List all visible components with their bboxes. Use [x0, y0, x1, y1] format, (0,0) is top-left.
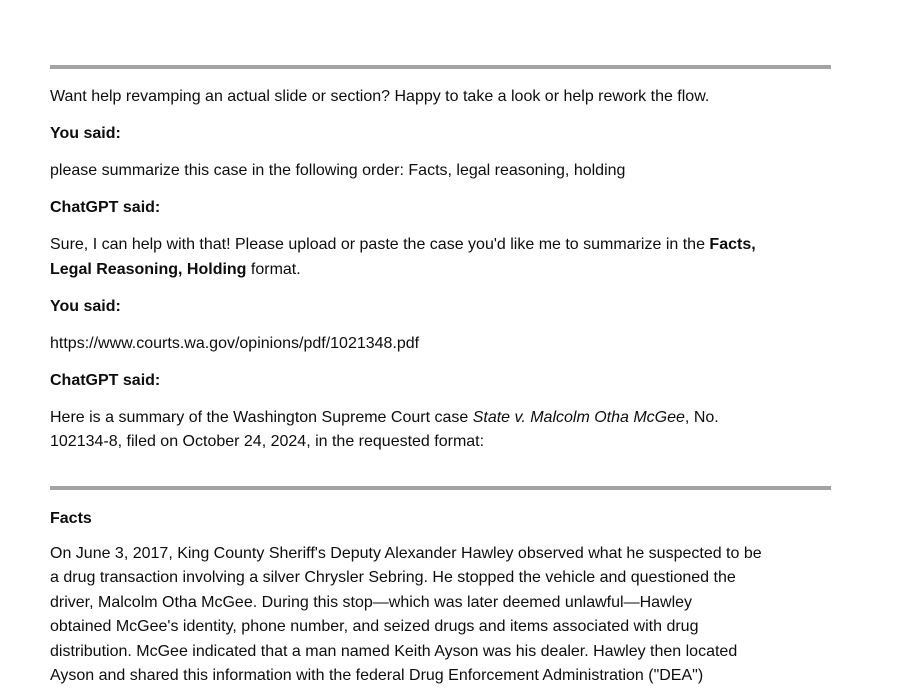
text-segment: Here is a summary of the Washington Supreme Court case: [50, 408, 473, 426]
text-segment: distribution. McGee indicated that a man named Keith Ayson was his dealer. Hawley then located: [50, 642, 738, 660]
text-segment: format.: [246, 260, 301, 278]
text-segment: , No.: [684, 408, 719, 426]
text-line: [50, 640, 831, 665]
assistant-closing-line: Want help revamping an actual slide or section? Happy to take a look or help rework the flow.: [50, 88, 710, 105]
user-link-message: https://www.courts.wa.gov/opinions/pdf/1021348.pdf: [50, 334, 420, 352]
facts-paragraph: [50, 542, 831, 689]
section-divider-facts: [50, 486, 831, 490]
text-line: [50, 430, 831, 455]
text-line: [50, 615, 831, 640]
text-line: [50, 233, 831, 258]
chatgpt-said-label-1: ChatGPT said:: [50, 199, 161, 216]
text-segment: 102134-8, filed on October 24, 2024, in the requested format:: [50, 433, 485, 450]
text-line: [50, 542, 831, 567]
section-divider-top: [50, 65, 831, 69]
assistant-summary-intro: [50, 406, 831, 455]
user-request-message: please summarize this case in the following order: Facts, legal reasoning, holding: [50, 162, 626, 179]
text-segment: Ayson and shared this information with the federal Drug Enforcement Administration ("DEA"): [50, 667, 704, 684]
text-line: [50, 664, 831, 689]
chatgpt-said-label-2: ChatGPT said:: [50, 371, 161, 389]
text-line: [50, 406, 831, 431]
you-said-label-1: You said:: [50, 125, 121, 142]
text-segment: driver, Malcolm Otha McGee. During this stop—which was later deemed unlawful—Hawley: [50, 593, 693, 611]
you-said-label-2: You said:: [50, 297, 121, 315]
text-segment: obtained McGee's identity, phone number, and seized drugs and items associated with drug: [50, 618, 699, 635]
assistant-ack-message: [50, 233, 831, 282]
text-segment: a drug transaction involving a silver Chrysler Sebring. He stopped the vehicle and questioned the: [50, 569, 736, 586]
text-segment: Legal Reasoning, Holding: [50, 260, 247, 278]
facts-heading: Facts: [50, 510, 92, 527]
chat-transcript: [50, 0, 831, 689]
text-line: [50, 591, 831, 616]
text-line: [50, 258, 831, 283]
text-line: [50, 566, 831, 591]
text-segment: Sure, I can help with that! Please upload or paste the case you'd like me to summarize in the: [50, 236, 710, 253]
text-segment: On June 3, 2017, King County Sheriff's Deputy Alexander Hawley observed what he suspected to be: [50, 544, 762, 562]
text-segment: Facts,: [709, 236, 756, 253]
text-segment: State v. Malcolm Otha McGee: [472, 408, 685, 426]
